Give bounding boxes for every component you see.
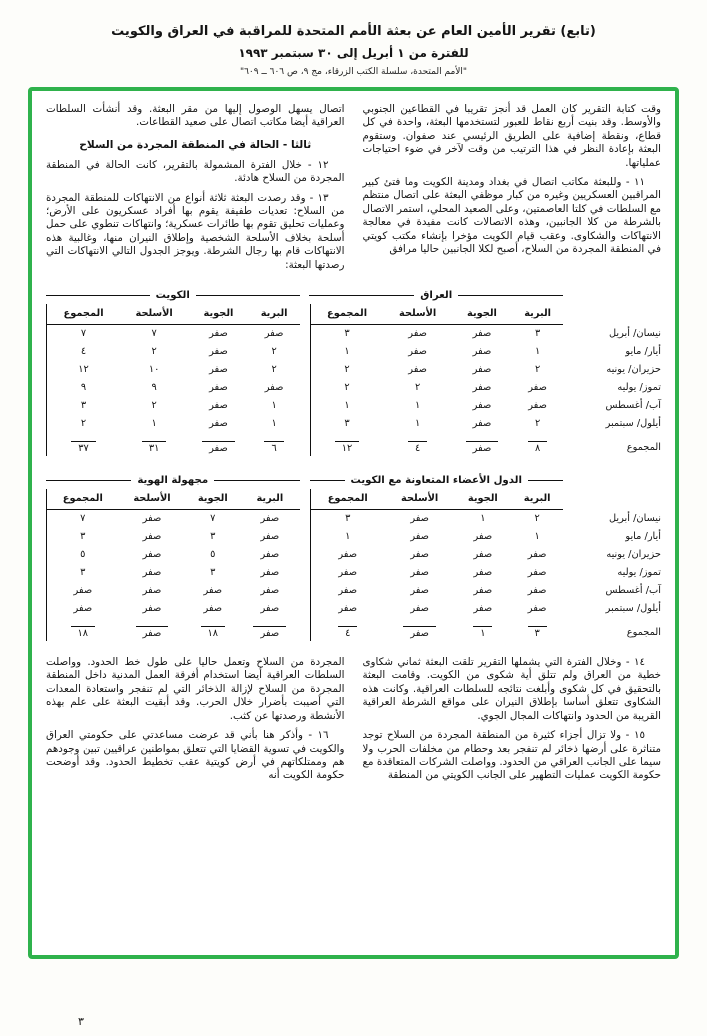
data-cell: صفر <box>209 381 228 393</box>
report-header <box>0 0 707 77</box>
page-number: ٣ <box>78 1015 84 1028</box>
table-row <box>47 342 300 360</box>
data-cell: ١ <box>345 530 351 542</box>
column-header: المجموع <box>47 489 119 509</box>
table-row <box>47 360 300 378</box>
data-cell: ١ <box>480 512 486 524</box>
month-label: أيار/ مايو <box>625 346 661 358</box>
table-row <box>47 396 300 414</box>
column-header: البرية <box>511 489 563 509</box>
data-cell: ٣ <box>345 512 351 524</box>
data-cell: صفر <box>408 363 427 375</box>
data-cell: صفر <box>410 584 429 596</box>
total-value: ١٢ <box>335 441 360 454</box>
data-cell: صفر <box>410 602 429 614</box>
total-cell <box>47 617 119 641</box>
data-cell: صفر <box>264 381 284 393</box>
data-cell: ١ <box>534 345 541 357</box>
table-row <box>310 396 563 414</box>
data-cell: ٧ <box>151 327 157 339</box>
data-cell: صفر <box>260 602 280 614</box>
table-row <box>47 509 300 527</box>
title-rule <box>458 295 563 296</box>
table-row <box>47 414 300 432</box>
data-cell: صفر <box>260 584 280 596</box>
table-row <box>310 509 563 527</box>
table-head <box>47 489 300 509</box>
title-rule <box>46 295 150 296</box>
data-cell: صفر <box>209 417 228 429</box>
table-row <box>310 378 563 396</box>
column-header: المجموع <box>310 304 384 324</box>
data-cell: ٢ <box>344 363 350 375</box>
label-spacer <box>573 286 661 325</box>
table-title-bar <box>310 286 564 304</box>
table-head <box>310 304 563 324</box>
total-row-label: المجموع <box>626 442 661 454</box>
data-cell: صفر <box>472 363 492 375</box>
table-head <box>47 304 300 324</box>
data-cell: صفر <box>473 602 493 614</box>
data-cell: ٧ <box>80 512 86 524</box>
data-cell: صفر <box>260 512 280 524</box>
column-header: المجموع <box>47 304 121 324</box>
data-cell: صفر <box>410 512 429 524</box>
data-cell: ١ <box>415 399 421 411</box>
column-header: البرية <box>240 489 299 509</box>
top-text-columns <box>46 103 661 278</box>
violations-table-group <box>46 471 661 642</box>
month-labels-column <box>573 286 661 457</box>
month-label: آب/ أغسطس <box>605 585 661 597</box>
data-cell: ٣ <box>80 566 86 578</box>
violations-data-table <box>46 304 300 456</box>
violations-table <box>46 286 300 457</box>
data-cell: صفر <box>472 399 492 411</box>
month-label: تموز/ يوليه <box>617 567 661 579</box>
table-title: الكويت <box>155 289 190 301</box>
violations-data-table <box>310 304 564 456</box>
table-row <box>47 599 300 617</box>
total-cell <box>512 432 563 456</box>
data-cell: ١ <box>344 345 350 357</box>
data-cell: ٢ <box>80 417 87 429</box>
header-row <box>47 489 300 509</box>
data-cell: صفر <box>209 345 228 357</box>
column-header: البرية <box>512 304 563 324</box>
violations-table <box>46 471 300 642</box>
header-row <box>310 489 563 509</box>
data-cell: ١ <box>151 417 157 429</box>
label-spacer <box>573 471 661 510</box>
data-cell: صفر <box>209 327 228 339</box>
paragraph-15: ١٥ - ولا تزال أجزاء كثيرة من المنطقة المجردة من السلاح توجد متناثرة على أرضها ذخائر لم تنفجر بعد وحطام من مخلفات الحرب ولا سيما على الجانب العراقي من الحدود. وواصلت الشركات المتعاقدة مع حكومة الكويت عمليات التطهير على الجانب الكويتي من المنطقة <box>362 729 661 782</box>
data-cell: صفر <box>142 530 162 542</box>
paragraph-16: ١٦ - وأذكر هنا بأني قد عرضت مساعدتي على حكومتي العراق والكويت في تسوية القضايا التي تتعلق بمواطنين عراقيين تبين وجودهم هم وممتلكاتهم في أرض كويتية عقب تخطيط الحدود. وقد أوضحت حكومة الكويت أنه <box>46 729 345 782</box>
data-cell: ٢ <box>151 399 157 411</box>
total-value: ١٨ <box>201 626 226 639</box>
data-cell: ٧ <box>80 327 87 339</box>
column-header: البرية <box>249 304 300 324</box>
paragraph-13: ١٣ - وقد رصدت البعثة ثلاثة أنواع من الانتهاكات للمنطقة المجردة من السلاح: تعديات طفيفة يقوم بها أفراد عسكريون على الأرض؛ وعمليات تحليق تقوم بها طائرات عسكرية؛ وانتهاكات تنطوي على حمل أسلحة بخلاف الأسلحة الشخصية وإطلاق النيران منها، وغالبية هذه الانتهاكات قام بها رجال الشرطة. ويوجز الجدول التالي الانتهاكات التي رصدتها البعثة: <box>46 191 345 271</box>
data-cell: ٤ <box>80 345 87 357</box>
table-row <box>47 378 300 396</box>
violations-tables <box>46 286 661 642</box>
data-cell: صفر <box>338 602 358 614</box>
data-cell: ٣ <box>80 530 86 542</box>
total-row <box>47 617 300 641</box>
table-body <box>47 324 300 456</box>
column-left <box>46 656 345 789</box>
total-cell <box>511 617 563 641</box>
data-cell: صفر <box>264 327 284 339</box>
data-cell: صفر <box>528 381 547 393</box>
data-cell: صفر <box>142 548 162 560</box>
table-title-bar <box>46 286 300 304</box>
month-label: تموز/ يوليه <box>617 382 661 394</box>
table-row <box>310 324 563 342</box>
title-rule <box>196 295 300 296</box>
table-body <box>47 509 300 641</box>
column-header: الأسلحة <box>385 489 454 509</box>
total-value: ٨ <box>528 441 547 454</box>
header-row <box>47 304 300 324</box>
total-cell <box>384 432 452 456</box>
report-title: (تابع) تقرير الأمين العام عن بعثة الأمم المتحدة للمراقبة في العراق والكويت <box>111 24 596 39</box>
month-label: أيلول/ سبتمبر <box>605 603 661 615</box>
column-header: الجوية <box>452 304 513 324</box>
title-rule <box>309 295 414 296</box>
data-cell: صفر <box>209 363 228 375</box>
month-label: حزيران/ يونيه <box>606 364 661 376</box>
data-cell: صفر <box>527 602 547 614</box>
data-cell: صفر <box>73 584 93 596</box>
data-cell: ١٢ <box>78 363 89 375</box>
paragraph-continuation: المجردة من السلاح وتعمل حاليا على طول خط الحدود. وواصلت السلطات العراقية أيضا استخدام أفرقة العمل المدنية داخل المنطقة المجردة من السلاح لإزالة الذخائر التي لم تنفجر واستعادة المعدات التي أصيبت بأضرار خلال الحرب. وقد أبقيت البعثة على علم بهذه الأنشطة ورصدتها عن كثب. <box>46 656 345 722</box>
violations-data-table <box>310 489 564 641</box>
paragraph-continuation: اتصال يسهل الوصول إليها من مقر البعثة. وقد أنشأت السلطات العراقية أيضا مكاتب اتصال على صعيد القطاعات. <box>46 103 345 129</box>
title-rule <box>46 480 131 481</box>
table-row <box>310 360 563 378</box>
table-row <box>310 563 563 581</box>
total-row <box>310 432 563 456</box>
data-cell: صفر <box>528 399 547 411</box>
data-cell: صفر <box>472 327 492 339</box>
data-cell: ٣ <box>210 530 216 542</box>
data-cell: ٢ <box>271 363 277 375</box>
total-cell <box>185 617 240 641</box>
header-row <box>310 304 563 324</box>
violations-table <box>310 286 564 457</box>
total-row-label: المجموع <box>626 627 661 639</box>
violations-data-table <box>46 489 300 641</box>
table-row <box>310 342 563 360</box>
data-cell: صفر <box>260 548 280 560</box>
month-label: حزيران/ يونيه <box>606 549 661 561</box>
data-cell: ٢ <box>534 363 541 375</box>
data-cell: صفر <box>142 566 162 578</box>
table-title: الدول الأعضاء المتعاونة مع الكويت <box>350 474 522 486</box>
data-cell: صفر <box>408 327 427 339</box>
data-cell: صفر <box>142 602 162 614</box>
report-source-citation: "الأمم المتحدة، سلسلة الكتب الزرقاء، مج ٩، ص ٦٠٦ ــ ٦٠٩" <box>239 67 468 77</box>
bottom-text-columns <box>46 656 661 789</box>
data-cell: صفر <box>209 399 228 411</box>
month-label: آب/ أغسطس <box>605 400 661 412</box>
data-cell: صفر <box>203 602 223 614</box>
paragraph-12: ١٢ - خلال الفترة المشمولة بالتقرير، كانت الحالة في المنطقة المجردة من السلاح هادئة. <box>46 158 345 185</box>
table-row <box>47 324 300 342</box>
title-rule <box>214 480 299 481</box>
data-cell: صفر <box>260 530 280 542</box>
title-rule <box>310 480 345 481</box>
data-cell: صفر <box>142 512 162 524</box>
table-title-bar <box>46 471 300 489</box>
data-cell: ٢ <box>271 345 277 357</box>
data-cell: ٢ <box>534 512 540 524</box>
total-value: ٣١ <box>142 441 167 454</box>
data-cell: صفر <box>338 584 358 596</box>
data-cell: ١ <box>271 399 277 411</box>
data-cell: ٢ <box>344 381 350 393</box>
total-cell <box>188 432 249 456</box>
column-header: الجوية <box>185 489 240 509</box>
total-value: ١ <box>473 626 492 639</box>
total-value: صفر <box>202 441 235 454</box>
table-row <box>310 545 563 563</box>
section-heading: ثالثا - الحالة في المنطقة المجردة من السلاح <box>79 138 312 151</box>
column-header: الأسلحة <box>384 304 452 324</box>
total-value: ٣٧ <box>71 441 96 454</box>
table-title: العراق <box>420 289 453 301</box>
column-left <box>46 103 345 278</box>
violations-table-group <box>46 286 661 457</box>
data-cell: صفر <box>472 381 492 393</box>
column-right <box>363 103 662 278</box>
total-cell <box>249 432 300 456</box>
total-cell <box>120 432 188 456</box>
total-cell <box>452 432 513 456</box>
data-cell: صفر <box>408 345 427 357</box>
violations-table <box>310 471 564 642</box>
data-cell: ٩ <box>80 381 87 393</box>
column-header: الجوية <box>454 489 511 509</box>
total-row <box>310 617 563 641</box>
data-cell: صفر <box>473 548 493 560</box>
data-cell: صفر <box>338 548 358 560</box>
data-cell: ٩ <box>151 381 157 393</box>
total-value: ١٨ <box>71 626 96 639</box>
table-body <box>310 324 563 456</box>
data-cell: ٣ <box>80 399 87 411</box>
column-header: الجوية <box>188 304 249 324</box>
data-cell: صفر <box>527 548 547 560</box>
column-header: الأسلحة <box>120 304 188 324</box>
total-value: صفر <box>466 441 499 454</box>
column-right <box>363 656 662 789</box>
table-row <box>310 581 563 599</box>
data-cell: صفر <box>338 566 358 578</box>
total-value: صفر <box>136 626 169 639</box>
table-head <box>310 489 563 509</box>
table-body <box>310 509 563 641</box>
data-cell: ٢ <box>415 381 421 393</box>
month-label: نيسان/ أبريل <box>608 513 661 525</box>
total-cell <box>47 432 121 456</box>
data-cell: صفر <box>73 602 93 614</box>
data-cell: ٣ <box>534 327 541 339</box>
paragraph-11: ١١ - وللبعثة مكاتب اتصال في بغداد ومدينة الكويت وما فتئ كبير المراقبين العسكريين وغيره من كبار موظفي البعثة على اتصال منتظم مع السلطات في كلتا العاصمتين، وعلى الصعيد المحلي، استمر الاتصال بالشرطة من كلا الجانبين، وهذه الاتصالات كانت مفيدة في معالجة الانتهاكات والشكاوى. وعقب قيام الكويت مؤخرا بإنشاء مكتب كويتي في المنطقة المجردة من السلاح، أصبح لكلا الجانبين حاليا مرافق <box>362 176 661 256</box>
month-labels-column <box>573 471 661 642</box>
data-cell: ١ <box>271 417 277 429</box>
column-header: الأسلحة <box>119 489 186 509</box>
data-cell: صفر <box>203 584 223 596</box>
table-row <box>310 527 563 545</box>
paragraph-14: ١٤ - وخلال الفترة التي يشملها التقرير تلقت البعثة ثماني شكاوى خطية من العراق ولم تتلق أية شكوى من الكويت. وقامت البعثة بالتحقيق في كل شكوى وأبلغت نتائجه للسلطات العراقية. وكانت هذه الشكاوى تتعلق أساسا بإطلاق النيران على مواقع الشرطة العراقية القريبة من الحدود وانتهاكات المجال الجوي. <box>362 656 661 722</box>
content-border-box <box>28 87 679 959</box>
total-cell <box>310 617 385 641</box>
data-cell: ٥ <box>210 548 216 560</box>
table-row <box>310 599 563 617</box>
total-cell <box>119 617 186 641</box>
total-row <box>47 432 300 456</box>
month-label: نيسان/ أبريل <box>608 328 661 340</box>
total-value: ٣ <box>528 626 547 639</box>
data-cell: صفر <box>527 584 547 596</box>
table-title: مجهولة الهوية <box>137 474 209 486</box>
column-header: المجموع <box>310 489 385 509</box>
data-cell: ٥ <box>80 548 86 560</box>
data-cell: ١ <box>344 399 350 411</box>
data-cell: ٧ <box>210 512 216 524</box>
total-cell <box>310 432 384 456</box>
data-cell: صفر <box>473 530 493 542</box>
table-row <box>47 581 300 599</box>
table-row <box>47 563 300 581</box>
paragraph-intro: وقت كتابة التقرير كان العمل قد أنجز تقريبا في القطاعين الجنوبي والأوسط. وقد بنيت أربع نقاط للعبور لتستخدمها البعثة، واحدة في كل قطاع، ونقطة إضافية على الطريق الرئيسي عند صفوان. وستقوم البعثة بإعادة النظر في هذا الترتيب من وقت لآخر في ضوء احتياجات عملياتها. <box>362 103 661 169</box>
data-cell: صفر <box>527 566 547 578</box>
data-cell: صفر <box>260 566 280 578</box>
total-cell <box>240 617 299 641</box>
data-cell: ١٠ <box>148 363 160 375</box>
total-cell <box>454 617 511 641</box>
data-cell: صفر <box>472 417 492 429</box>
data-cell: ٣ <box>210 566 216 578</box>
total-value: ٦ <box>264 441 283 454</box>
data-cell: ٢ <box>534 417 541 429</box>
table-row <box>310 414 563 432</box>
data-cell: صفر <box>142 584 162 596</box>
data-cell: صفر <box>410 566 429 578</box>
total-value: صفر <box>253 626 286 639</box>
data-cell: صفر <box>410 548 429 560</box>
data-cell: ١ <box>534 530 540 542</box>
table-row <box>47 527 300 545</box>
data-cell: صفر <box>473 566 493 578</box>
data-cell: ١ <box>415 417 421 429</box>
total-value: ٤ <box>338 626 357 639</box>
data-cell: ٣ <box>344 417 350 429</box>
data-cell: ٣ <box>344 327 350 339</box>
report-subtitle: للفترة من ١ أبريل إلى ٣٠ سبتمبر ١٩٩٣ <box>238 46 469 60</box>
total-value: صفر <box>403 626 436 639</box>
data-cell: صفر <box>410 530 429 542</box>
data-cell: ٢ <box>151 345 157 357</box>
title-rule <box>528 480 563 481</box>
data-cell: صفر <box>473 584 493 596</box>
table-row <box>47 545 300 563</box>
table-title-bar <box>310 471 564 489</box>
month-label: أيلول/ سبتمبر <box>605 418 661 430</box>
month-label: أيار/ مايو <box>625 531 661 543</box>
total-cell <box>385 617 454 641</box>
total-value: ٤ <box>408 441 427 454</box>
data-cell: صفر <box>472 345 492 357</box>
